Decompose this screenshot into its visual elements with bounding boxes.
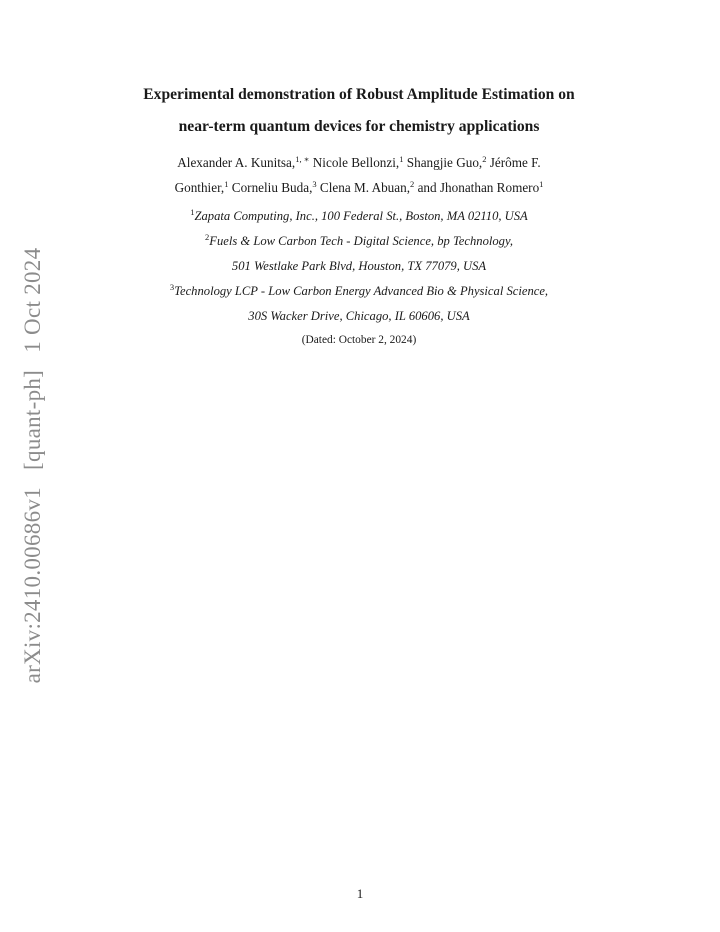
paper-title-line-1: Experimental demonstration of Robust Amplitude Estimation on (143, 86, 575, 103)
author-affil-sup: 2 (410, 179, 415, 189)
author-line-1 (80, 151, 638, 175)
author-line-2 (80, 176, 638, 200)
author-name: Jérôme F. (489, 155, 541, 170)
affiliation-sup: 2 (205, 232, 210, 242)
author-affil-sup: 1 (399, 154, 404, 164)
paper-title-line-2: near-term quantum devices for chemistry applications (178, 118, 540, 135)
author-name: Corneliu Buda, (231, 180, 313, 195)
author-affil-sup: 1, ∗ (295, 154, 310, 164)
affiliation-3-line-2: 30S Wacker Drive, Chicago, IL 60606, USA (248, 309, 470, 323)
affiliation-sup: 1 (190, 207, 195, 217)
affiliation-text: Zapata Computing, Inc., 100 Federal St., Boston, MA 02110, USA (194, 209, 528, 223)
author-name: Gonthier, (174, 180, 225, 195)
dated-line: (Dated: October 2, 2024) (301, 334, 417, 346)
author-affil-sup: 1 (224, 179, 229, 189)
author-affil-sup: 3 (312, 179, 317, 189)
author-affil-sup: 2 (482, 154, 487, 164)
affiliation-3-line-1 (80, 279, 638, 304)
affiliation-2-line-2: 501 Westlake Park Blvd, Houston, TX 77079, USA (231, 259, 487, 273)
author-name: Clena M. Abuan, (319, 180, 411, 195)
author-name: Alexander A. Kunitsa, (177, 155, 296, 170)
author-name: Nicole Bellonzi, (312, 155, 400, 170)
author-affil-sup: 1 (539, 179, 544, 189)
author-name: and Jhonathan Romero (417, 180, 540, 195)
arxiv-id: arXiv:2410.00686v1 (20, 487, 45, 684)
page-number: 1 (356, 886, 364, 901)
affiliation-text: Fuels & Low Carbon Tech - Digital Science, bp Technology, (209, 234, 513, 248)
arxiv-stamp (20, 237, 46, 684)
affiliation-sup: 3 (169, 282, 175, 292)
affiliation-text: Technology LCP - Low Carbon Energy Advanced Bio & Physical Science, (174, 284, 549, 298)
arxiv-date: 1 Oct 2024 (20, 247, 45, 353)
author-name: Shangjie Guo, (406, 155, 483, 170)
arxiv-category: [quant-ph] (20, 369, 45, 470)
affiliation-2-line-1 (80, 229, 638, 254)
affiliation-1 (80, 204, 638, 229)
